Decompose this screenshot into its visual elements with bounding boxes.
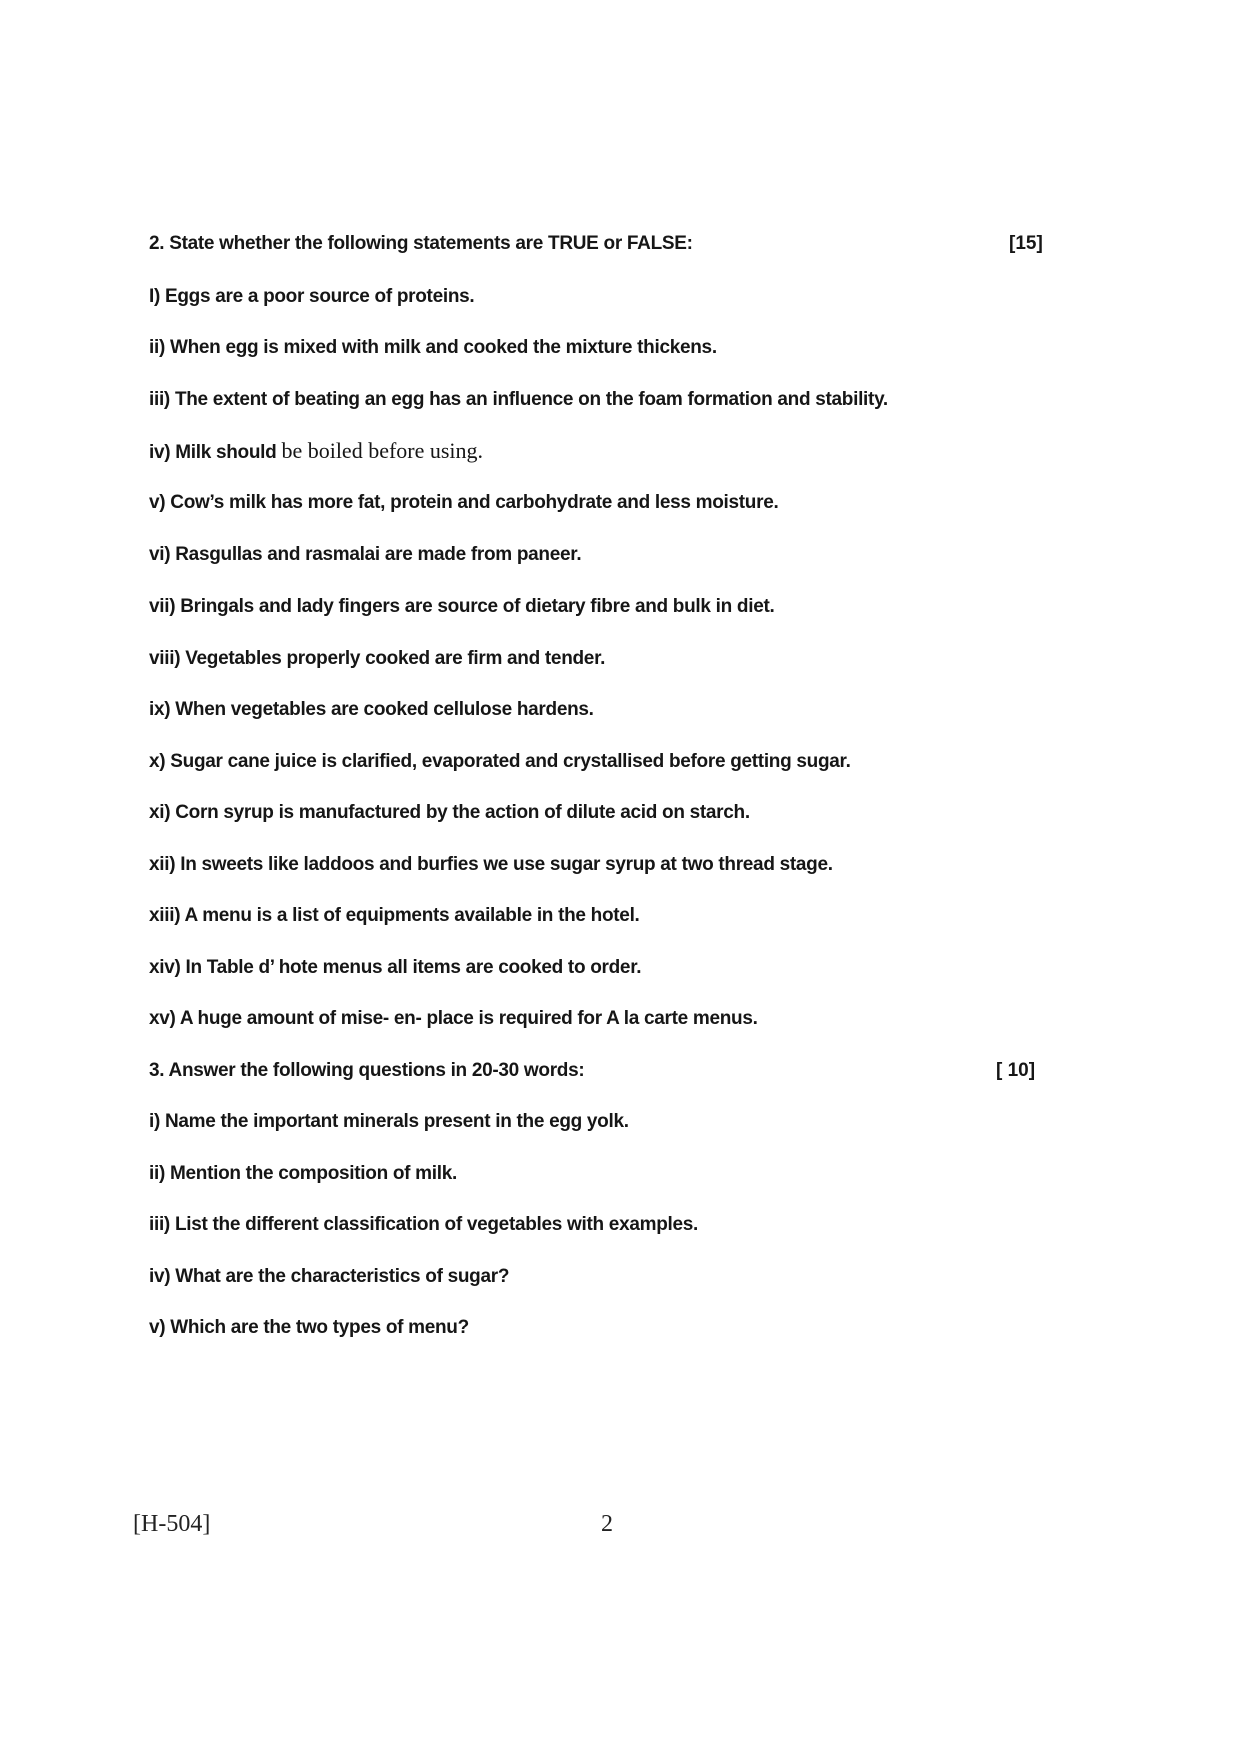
q2-statement-10: x) Sugar cane juice is clarified, evaporated and crystallised before getting sugar. — [149, 751, 851, 772]
page-number: 2 — [601, 1511, 613, 1537]
q2-statement-1: I) Eggs are a poor source of proteins. — [149, 286, 475, 307]
q2-statement-5: v) Cow’s milk has more fat, protein and carbohydrate and less moisture. — [149, 492, 779, 513]
q2-statement-14: xiv) In Table d’ hote menus all items are cooked to order. — [149, 957, 642, 978]
q2-statement-3: iii) The extent of beating an egg has an influence on the foam formation and stability. — [149, 389, 888, 410]
q2-statement-6: vi) Rasgullas and rasmalai are made from paneer. — [149, 544, 582, 565]
q2-statement-11: xi) Corn syrup is manufactured by the action of dilute acid on starch. — [149, 802, 750, 823]
question-2-heading: 2. State whether the following statements are TRUE or FALSE: — [149, 233, 693, 254]
question-3-marks: [ 10] — [996, 1060, 1036, 1081]
q2-statement-13: xiii) A menu is a list of equipments available in the hotel. — [149, 905, 640, 926]
q3-question-1: i) Name the important minerals present in the egg yolk. — [149, 1111, 629, 1132]
q2-statement-15: xv) A huge amount of mise- en- place is required for A la carte menus. — [149, 1008, 758, 1029]
paper-code: [H-504] — [133, 1511, 211, 1537]
q2-statement-2: ii) When egg is mixed with milk and cooked the mixture thickens. — [149, 337, 717, 358]
q2-statement-8: viii) Vegetables properly cooked are firm and tender. — [149, 648, 606, 669]
q3-question-4: iv) What are the characteristics of sugar? — [149, 1266, 510, 1287]
q2-statement-4 — [149, 438, 483, 464]
q3-question-5: v) Which are the two types of menu? — [149, 1317, 469, 1338]
question-2-marks: [15] — [1009, 233, 1043, 254]
q2-statement-9: ix) When vegetables are cooked cellulose hardens. — [149, 699, 594, 720]
q2-statement-4-start: iv) Milk should — [149, 442, 277, 463]
q3-question-2: ii) Mention the composition of milk. — [149, 1163, 457, 1184]
q2-statement-12: xii) In sweets like laddoos and burfies we use sugar syrup at two thread stage. — [149, 854, 833, 875]
question-3-heading: 3. Answer the following questions in 20-30 words: — [149, 1060, 585, 1081]
q2-statement-4-end: be boiled before using. — [281, 438, 484, 463]
q3-question-3: iii) List the different classification of vegetables with examples. — [149, 1214, 698, 1235]
q2-statement-7: vii) Bringals and lady fingers are source of dietary fibre and bulk in diet. — [149, 596, 775, 617]
